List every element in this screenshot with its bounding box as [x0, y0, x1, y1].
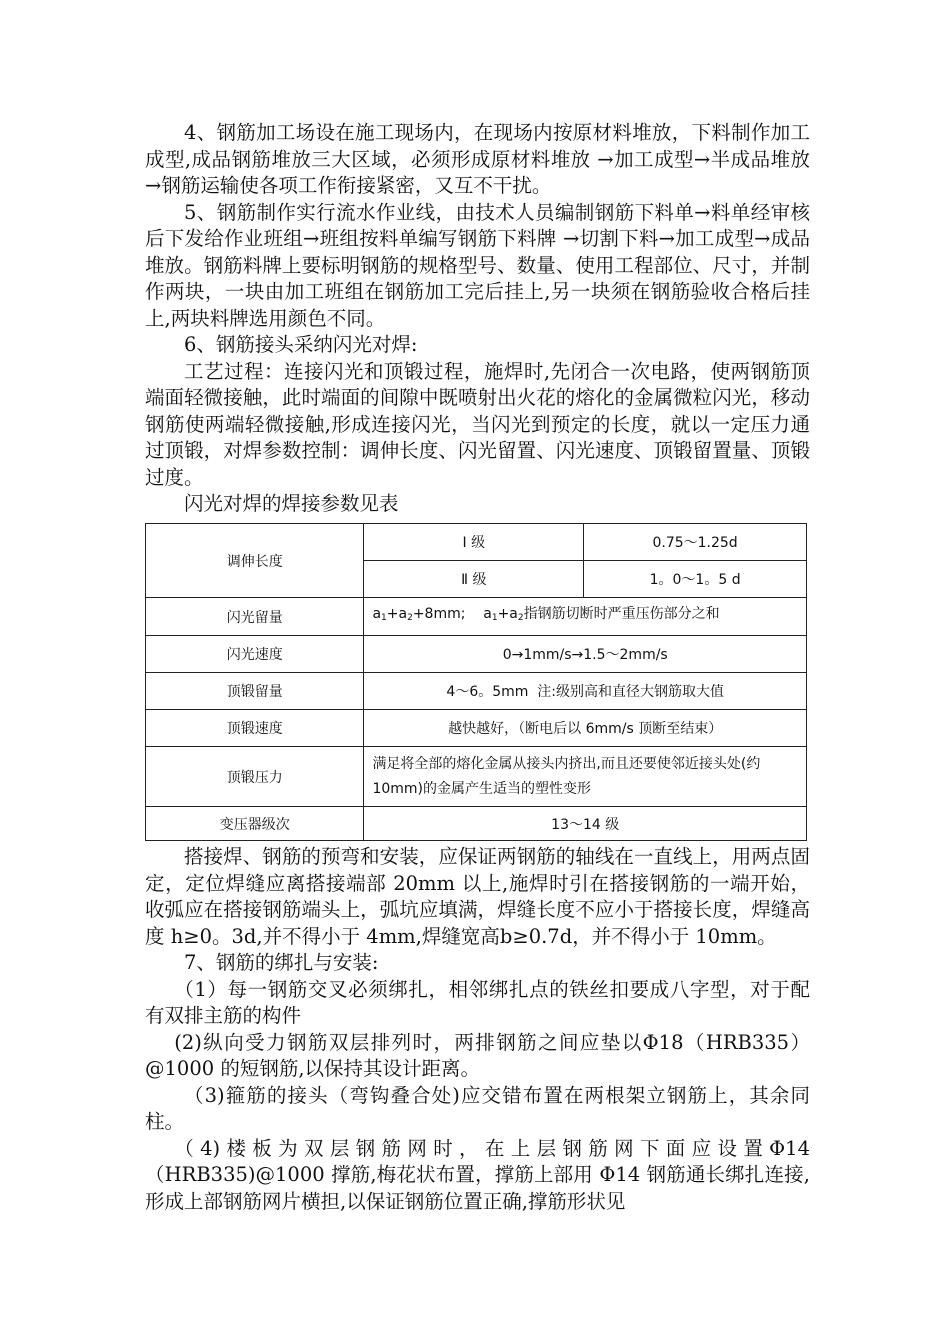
paragraph-7-2: (2)纵向受力钢筋双层排列时，两排钢筋之间应垫以Φ18（HRB335）@1000 的短钢筋,以保持其设计距离。 — [145, 1030, 810, 1080]
row-label: 顶锻压力 — [146, 747, 364, 807]
paragraph-lap-weld: 搭接焊、钢筋的预弯和安装，应保证两钢筋的轴线在一直线上，用两点固定，定位焊缝应离搭接端部 20mm 以上,施焊时引在搭接钢筋的一端开始，收弧应在搭接钢筋端头上，弧坑应填满，焊缝长度不应小于搭接长度，焊缝高度 h≥0。3d,并不得小于 4mm,焊缝宽高b≥0.7d，并不得小于 10mm。 — [145, 845, 810, 948]
post-table-section — [145, 844, 810, 1215]
paragraph-7: 7、钢筋的绑扎与安装: — [184, 951, 379, 974]
value-text: +8mm; a — [412, 606, 492, 622]
table-row — [146, 710, 807, 747]
value-cell: 13～14 级 — [364, 807, 807, 841]
row-label: 闪光速度 — [146, 636, 364, 673]
value-text: 指钢筋切断时严重压伤部分之和 — [523, 606, 720, 622]
row-label: 顶锻留量 — [146, 673, 364, 710]
welding-parameter-table — [145, 523, 807, 841]
table-row — [146, 673, 807, 710]
table-row — [146, 747, 807, 807]
subscript: 1 — [491, 613, 498, 623]
paragraph-7-1: （1）每一钢筋交叉必须绑扎，相邻绑扎点的铁丝扣要成八字型，对于配有双排主筋的构件 — [145, 977, 810, 1027]
paragraph-4: 4、钢筋加工场设在施工现场内，在现场内按原材料堆放，下料制作加工成型,成品钢筋堆放三大区域，必须形成原材料堆放 →加工成型→半成品堆放→钢筋运输使各项工作衔接紧密，又互不干扰。 — [145, 121, 810, 197]
table-row — [146, 598, 807, 636]
value-text: +a — [386, 606, 408, 622]
table-row — [146, 636, 807, 673]
grade-cell: Ⅰ 级 — [364, 524, 584, 561]
value-cell: 越快越好，（断电后以 6mm/s 顶断至结束） — [364, 710, 807, 747]
value-text: a — [372, 606, 382, 622]
grade-cell: Ⅱ 级 — [364, 561, 584, 598]
subscript: 1 — [381, 613, 387, 623]
table-row — [146, 807, 807, 841]
value-cell: 0.75～1.25d — [584, 524, 807, 561]
document-page — [145, 120, 810, 1213]
paragraph-7-3: （3)箍筋的接头（弯钩叠合处)应交错布置在两根架立钢筋上，其余同柱。 — [145, 1083, 810, 1133]
paragraph-7-4: （4)楼板为双层钢筋网时，在上层钢筋网下面应设置Φ14（HRB335)@1000 撑筋,梅花状布置，撑筋上部用 Φ14 钢筋通长绑扎连接,形成上部钢筋网片横担,以保证钢筋位置正确,撑筋形状见 — [145, 1136, 810, 1213]
row-label: 闪光留量 — [146, 598, 364, 636]
value-cell: 1。0～1。5 d — [584, 561, 807, 598]
row-label: 变压器级次 — [146, 807, 364, 841]
table-caption: 闪光对焊的焊接参数见表 — [184, 492, 399, 515]
subscript: 2 — [517, 613, 524, 623]
row-label: 调伸长度 — [146, 524, 364, 598]
value-cell: 4～6。5mm 注:级别高和直径大钢筋取大值 — [364, 673, 807, 710]
paragraph-process: 工艺过程：连接闪光和顶锻过程，施焊时,先闭合一次电路，使两钢筋顶端面轻微接触，此时端面的间隙中既喷射出火花的熔化的金属微粒闪光，移动钢筋使两端轻微接触,形成连接闪光，当闪光到预定的长度，就以一定压力通过顶锻，对焊参数控制：调伸长度、闪光留置、闪光速度、顶锻留置量、顶锻过度。 — [145, 359, 810, 489]
value-cell: 满足将全部的熔化金属从接头内挤出,而且还要使邻近接头处(约 10mm)的金属产生适当的塑性变形 — [364, 747, 807, 807]
value-cell: 0→1mm/s→1.5～2mm/s — [364, 636, 807, 673]
paragraph-5: 5、钢筋制作实行流水作业线，由技术人员编制钢筋下料单→料单经审核后下发给作业班组→班组按料单编写钢筋下料牌 →切割下料→加工成型→成品堆放。钢筋料牌上要标明钢筋的规格型号、数量、使用工程部位、尺寸，并制作两块，一块由加工班组在钢筋加工完后挂上,另一块须在钢筋验收合格后挂上,两块料牌选用颜色不同。 — [145, 200, 810, 330]
subscript: 2 — [407, 613, 413, 623]
value-cell — [364, 598, 807, 636]
table-row — [146, 524, 807, 561]
row-label: 顶锻速度 — [146, 710, 364, 747]
value-text: +a — [497, 606, 518, 622]
paragraph-6: 6、钢筋接头采纳闪光对焊: — [184, 333, 418, 356]
